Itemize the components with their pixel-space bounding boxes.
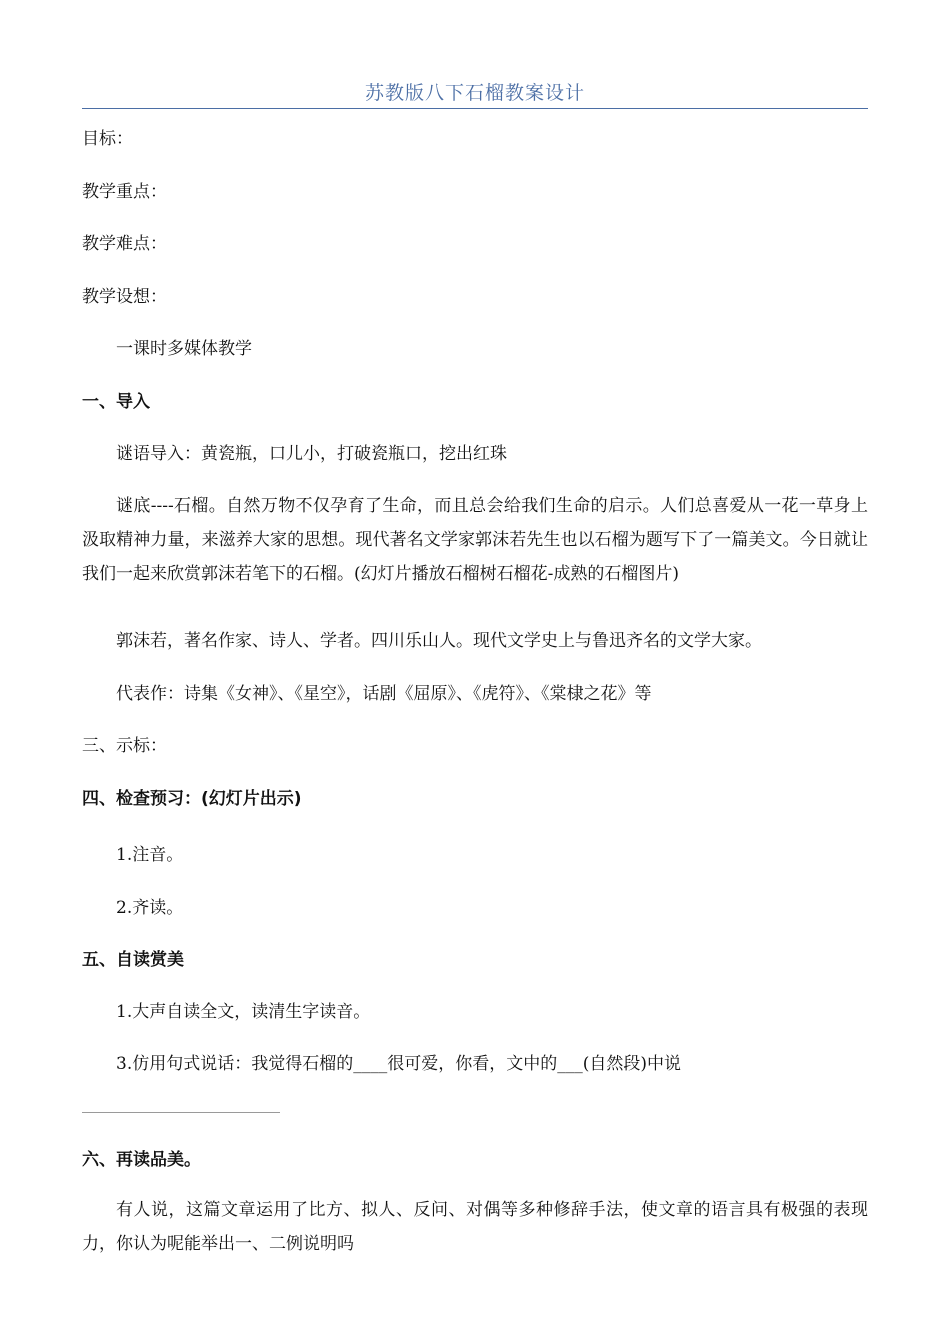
page-break-rule	[82, 1112, 280, 1113]
riddle-answer-paragraph: 谜底----石榴。自然万物不仅孕育了生命，而且总会给我们生命的启示。人们总喜爱从一花一草身上汲取精神力量，来滋养大家的思想。现代著名文学家郭沫若先生也以石榴为题写下了一篇美文。今日就让我们一起来欣赏郭沫若笔下的石榴。(幻灯片播放石榴树石榴花-成熟的石榴图片)	[82, 496, 868, 584]
section-4-heading: 四、检查预习：(幻灯片出示)	[82, 789, 302, 809]
representative-works: 代表作：诗集《女神》、《星空》，话剧《屈原》、《虎符》、《棠棣之花》等	[116, 684, 652, 704]
document-header-title: 苏教版八下石榴教案设计	[364, 82, 585, 104]
header-divider	[82, 108, 868, 109]
section-5-heading: 五、自读赏美	[82, 950, 184, 970]
section-5-item-3: 3.仿用句式说话：我觉得石榴的____很可爱，你看，文中的___(自然段)中说	[116, 1054, 681, 1074]
section-4-item-1: 1.注音。	[116, 845, 184, 865]
section-5-item-1: 1.大声自读全文，读清生字读音。	[116, 1002, 371, 1022]
section-1-heading: 一、导入	[82, 392, 150, 412]
section-4-item-2: 2.齐读。	[116, 898, 184, 918]
concept-label: 教学设想：	[82, 287, 167, 307]
author-intro: 郭沫若，著名作家、诗人、学者。四川乐山人。现代文学史上与鲁迅齐名的文学大家。	[116, 631, 762, 651]
difficulty-label: 教学难点：	[82, 234, 167, 254]
section-6-paragraph: 有人说，这篇文章运用了比方、拟人、反问、对偶等多种修辞手法，使文章的语言具有极强的表现力，你认为呢能举出一、二例说明吗	[82, 1200, 868, 1254]
concept-text: 一课时多媒体教学	[116, 339, 252, 359]
riddle-text: 谜语导入：黄瓷瓶，口儿小，打破瓷瓶口，挖出红珠	[116, 444, 507, 464]
goal-label: 目标：	[82, 129, 133, 149]
section-3-heading: 三、示标：	[82, 736, 167, 756]
key-point-label: 教学重点：	[82, 182, 167, 202]
section-6-heading: 六、再读品美。	[82, 1150, 201, 1170]
